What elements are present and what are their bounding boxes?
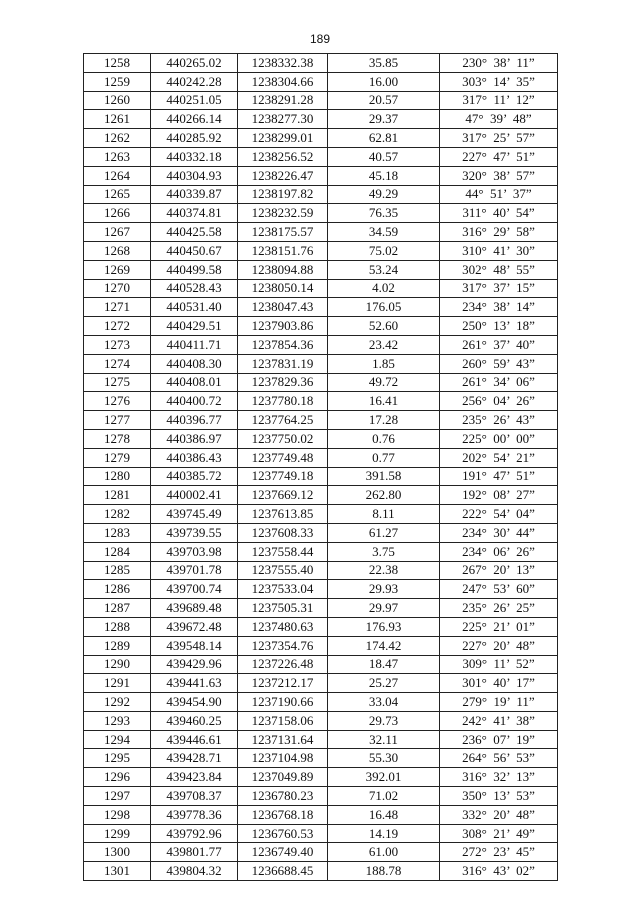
bearing-cell: 264° 56’ 53”	[440, 749, 558, 768]
y-coordinate-cell: 1238332.38	[238, 54, 328, 73]
distance-cell: 53.24	[328, 260, 440, 279]
bearing-cell: 260° 59’ 43”	[440, 354, 558, 373]
table-row	[84, 72, 558, 91]
table-row	[84, 693, 558, 712]
point-number-cell: 1274	[84, 354, 151, 373]
table-row	[84, 523, 558, 542]
point-number-cell: 1288	[84, 617, 151, 636]
page-number: 189	[309, 32, 331, 46]
point-number-cell: 1294	[84, 730, 151, 749]
bearing-cell: 234° 30’ 44”	[440, 523, 558, 542]
y-coordinate-cell: 1236688.45	[238, 862, 328, 881]
y-coordinate-cell: 1237158.06	[238, 711, 328, 730]
bearing-cell: 256° 04’ 26”	[440, 392, 558, 411]
table-row	[84, 730, 558, 749]
distance-cell: 62.81	[328, 129, 440, 148]
y-coordinate-cell: 1236760.53	[238, 824, 328, 843]
point-number-cell: 1262	[84, 129, 151, 148]
x-coordinate-cell: 439792.96	[151, 824, 238, 843]
x-coordinate-cell: 439804.32	[151, 862, 238, 881]
y-coordinate-cell: 1237354.76	[238, 636, 328, 655]
bearing-cell: 234° 38’ 14”	[440, 298, 558, 317]
table-row	[84, 674, 558, 693]
point-number-cell: 1284	[84, 542, 151, 561]
y-coordinate-cell: 1237533.04	[238, 580, 328, 599]
table-row	[84, 241, 558, 260]
x-coordinate-cell: 440304.93	[151, 166, 238, 185]
point-number-cell: 1260	[84, 91, 151, 110]
y-coordinate-cell: 1238050.14	[238, 279, 328, 298]
distance-cell: 16.48	[328, 805, 440, 824]
x-coordinate-cell: 440400.72	[151, 392, 238, 411]
table-row	[84, 505, 558, 524]
distance-cell: 71.02	[328, 787, 440, 806]
y-coordinate-cell: 1237190.66	[238, 693, 328, 712]
distance-cell: 29.97	[328, 599, 440, 618]
distance-cell: 61.00	[328, 843, 440, 862]
bearing-cell: 261° 37’ 40”	[440, 335, 558, 354]
x-coordinate-cell: 440499.58	[151, 260, 238, 279]
table-row	[84, 91, 558, 110]
y-coordinate-cell: 1238047.43	[238, 298, 328, 317]
bearing-cell: 250° 13’ 18”	[440, 317, 558, 336]
bearing-cell: 44° 51’ 37”	[440, 185, 558, 204]
bearing-cell: 242° 41’ 38”	[440, 711, 558, 730]
bearing-cell: 332° 20’ 48”	[440, 805, 558, 824]
x-coordinate-cell: 440429.51	[151, 317, 238, 336]
y-coordinate-cell: 1237764.25	[238, 411, 328, 430]
distance-cell: 34.59	[328, 223, 440, 242]
point-number-cell: 1266	[84, 204, 151, 223]
point-number-cell: 1298	[84, 805, 151, 824]
distance-cell: 188.78	[328, 862, 440, 881]
bearing-cell: 308° 21’ 49”	[440, 824, 558, 843]
table-row	[84, 392, 558, 411]
y-coordinate-cell: 1237831.19	[238, 354, 328, 373]
point-number-cell: 1273	[84, 335, 151, 354]
x-coordinate-cell: 440408.30	[151, 354, 238, 373]
x-coordinate-cell: 440285.92	[151, 129, 238, 148]
table-row	[84, 298, 558, 317]
distance-cell: 0.77	[328, 448, 440, 467]
table-row	[84, 467, 558, 486]
table-row	[84, 147, 558, 166]
bearing-cell: 303° 14’ 35”	[440, 72, 558, 91]
point-number-cell: 1272	[84, 317, 151, 336]
point-number-cell: 1268	[84, 241, 151, 260]
bearing-cell: 235° 26’ 25”	[440, 599, 558, 618]
distance-cell: 176.93	[328, 617, 440, 636]
distance-cell: 3.75	[328, 542, 440, 561]
x-coordinate-cell: 440339.87	[151, 185, 238, 204]
bearing-cell: 202° 54’ 21”	[440, 448, 558, 467]
point-number-cell: 1265	[84, 185, 151, 204]
point-number-cell: 1285	[84, 561, 151, 580]
y-coordinate-cell: 1237669.12	[238, 486, 328, 505]
bearing-cell: 227° 47’ 51”	[440, 147, 558, 166]
table-row	[84, 223, 558, 242]
table-row	[84, 561, 558, 580]
distance-cell: 22.38	[328, 561, 440, 580]
x-coordinate-cell: 440425.58	[151, 223, 238, 242]
y-coordinate-cell: 1238304.66	[238, 72, 328, 91]
y-coordinate-cell: 1237212.17	[238, 674, 328, 693]
point-number-cell: 1292	[84, 693, 151, 712]
x-coordinate-cell: 439548.14	[151, 636, 238, 655]
table-row	[84, 542, 558, 561]
x-coordinate-cell: 439428.71	[151, 749, 238, 768]
point-number-cell: 1276	[84, 392, 151, 411]
coordinates-table-body	[84, 54, 558, 881]
x-coordinate-cell: 440242.28	[151, 72, 238, 91]
bearing-cell: 234° 06’ 26”	[440, 542, 558, 561]
bearing-cell: 320° 38’ 57”	[440, 166, 558, 185]
x-coordinate-cell: 439745.49	[151, 505, 238, 524]
distance-cell: 29.37	[328, 110, 440, 129]
point-number-cell: 1280	[84, 467, 151, 486]
bearing-cell: 235° 26’ 43”	[440, 411, 558, 430]
point-number-cell: 1263	[84, 147, 151, 166]
point-number-cell: 1286	[84, 580, 151, 599]
x-coordinate-cell: 439700.74	[151, 580, 238, 599]
distance-cell: 33.04	[328, 693, 440, 712]
point-number-cell: 1287	[84, 599, 151, 618]
point-number-cell: 1264	[84, 166, 151, 185]
distance-cell: 0.76	[328, 429, 440, 448]
distance-cell: 35.85	[328, 54, 440, 73]
bearing-cell: 316° 32’ 13”	[440, 768, 558, 787]
x-coordinate-cell: 439429.96	[151, 655, 238, 674]
x-coordinate-cell: 440386.97	[151, 429, 238, 448]
distance-cell: 45.18	[328, 166, 440, 185]
point-number-cell: 1290	[84, 655, 151, 674]
bearing-cell: 225° 00’ 00”	[440, 429, 558, 448]
bearing-cell: 47° 39’ 48”	[440, 110, 558, 129]
table-row	[84, 749, 558, 768]
distance-cell: 18.47	[328, 655, 440, 674]
bearing-cell: 317° 25’ 57”	[440, 129, 558, 148]
y-coordinate-cell: 1238151.76	[238, 241, 328, 260]
x-coordinate-cell: 440374.81	[151, 204, 238, 223]
x-coordinate-cell: 440266.14	[151, 110, 238, 129]
y-coordinate-cell: 1238197.82	[238, 185, 328, 204]
x-coordinate-cell: 439441.63	[151, 674, 238, 693]
point-number-cell: 1258	[84, 54, 151, 73]
table-row	[84, 711, 558, 730]
y-coordinate-cell: 1237104.98	[238, 749, 328, 768]
point-number-cell: 1261	[84, 110, 151, 129]
table-row	[84, 335, 558, 354]
y-coordinate-cell: 1238226.47	[238, 166, 328, 185]
y-coordinate-cell: 1237613.85	[238, 505, 328, 524]
distance-cell: 25.27	[328, 674, 440, 693]
table-row	[84, 862, 558, 881]
bearing-cell: 317° 11’ 12”	[440, 91, 558, 110]
table-row	[84, 617, 558, 636]
table-row	[84, 843, 558, 862]
bearing-cell: 310° 41’ 30”	[440, 241, 558, 260]
y-coordinate-cell: 1236749.40	[238, 843, 328, 862]
table-row	[84, 110, 558, 129]
y-coordinate-cell: 1236780.23	[238, 787, 328, 806]
y-coordinate-cell: 1237558.44	[238, 542, 328, 561]
x-coordinate-cell: 439701.78	[151, 561, 238, 580]
bearing-cell: 309° 11’ 52”	[440, 655, 558, 674]
y-coordinate-cell: 1238175.57	[238, 223, 328, 242]
y-coordinate-cell: 1237780.18	[238, 392, 328, 411]
bearing-cell: 279° 19’ 11”	[440, 693, 558, 712]
distance-cell: 4.02	[328, 279, 440, 298]
bearing-cell: 247° 53’ 60”	[440, 580, 558, 599]
x-coordinate-cell: 439689.48	[151, 599, 238, 618]
distance-cell: 52.60	[328, 317, 440, 336]
x-coordinate-cell: 440450.67	[151, 241, 238, 260]
point-number-cell: 1282	[84, 505, 151, 524]
bearing-cell: 191° 47’ 51”	[440, 467, 558, 486]
x-coordinate-cell: 440251.05	[151, 91, 238, 110]
table-row	[84, 54, 558, 73]
y-coordinate-cell: 1238256.52	[238, 147, 328, 166]
distance-cell: 174.42	[328, 636, 440, 655]
table-row	[84, 166, 558, 185]
bearing-cell: 227° 20’ 48”	[440, 636, 558, 655]
distance-cell: 391.58	[328, 467, 440, 486]
bearing-cell: 272° 23’ 45”	[440, 843, 558, 862]
y-coordinate-cell: 1237480.63	[238, 617, 328, 636]
table-row	[84, 317, 558, 336]
y-coordinate-cell: 1237829.36	[238, 373, 328, 392]
point-number-cell: 1301	[84, 862, 151, 881]
x-coordinate-cell: 439446.61	[151, 730, 238, 749]
distance-cell: 55.30	[328, 749, 440, 768]
distance-cell: 32.11	[328, 730, 440, 749]
x-coordinate-cell: 439423.84	[151, 768, 238, 787]
distance-cell: 16.00	[328, 72, 440, 91]
table-row	[84, 185, 558, 204]
distance-cell: 23.42	[328, 335, 440, 354]
table-row	[84, 599, 558, 618]
y-coordinate-cell: 1237555.40	[238, 561, 328, 580]
x-coordinate-cell: 440386.43	[151, 448, 238, 467]
y-coordinate-cell: 1236768.18	[238, 805, 328, 824]
table-row	[84, 129, 558, 148]
point-number-cell: 1300	[84, 843, 151, 862]
distance-cell: 14.19	[328, 824, 440, 843]
y-coordinate-cell: 1237049.89	[238, 768, 328, 787]
bearing-cell: 316° 29’ 58”	[440, 223, 558, 242]
distance-cell: 49.29	[328, 185, 440, 204]
distance-cell: 76.35	[328, 204, 440, 223]
point-number-cell: 1296	[84, 768, 151, 787]
point-number-cell: 1289	[84, 636, 151, 655]
distance-cell: 49.72	[328, 373, 440, 392]
y-coordinate-cell: 1237608.33	[238, 523, 328, 542]
x-coordinate-cell: 439454.90	[151, 693, 238, 712]
point-number-cell: 1295	[84, 749, 151, 768]
table-row	[84, 824, 558, 843]
x-coordinate-cell: 440528.43	[151, 279, 238, 298]
distance-cell: 17.28	[328, 411, 440, 430]
x-coordinate-cell: 440531.40	[151, 298, 238, 317]
distance-cell: 29.73	[328, 711, 440, 730]
bearing-cell: 225° 21’ 01”	[440, 617, 558, 636]
y-coordinate-cell: 1237903.86	[238, 317, 328, 336]
bearing-cell: 311° 40’ 54”	[440, 204, 558, 223]
y-coordinate-cell: 1237505.31	[238, 599, 328, 618]
x-coordinate-cell: 440408.01	[151, 373, 238, 392]
table-row	[84, 279, 558, 298]
distance-cell: 176.05	[328, 298, 440, 317]
table-row	[84, 787, 558, 806]
x-coordinate-cell: 440385.72	[151, 467, 238, 486]
bearing-cell: 301° 40’ 17”	[440, 674, 558, 693]
point-number-cell: 1297	[84, 787, 151, 806]
y-coordinate-cell: 1238277.30	[238, 110, 328, 129]
distance-cell: 262.80	[328, 486, 440, 505]
table-row	[84, 768, 558, 787]
point-number-cell: 1293	[84, 711, 151, 730]
y-coordinate-cell: 1238094.88	[238, 260, 328, 279]
point-number-cell: 1279	[84, 448, 151, 467]
bearing-cell: 222° 54’ 04”	[440, 505, 558, 524]
bearing-cell: 316° 43’ 02”	[440, 862, 558, 881]
x-coordinate-cell: 439708.37	[151, 787, 238, 806]
point-number-cell: 1281	[84, 486, 151, 505]
x-coordinate-cell: 440265.02	[151, 54, 238, 73]
x-coordinate-cell: 439703.98	[151, 542, 238, 561]
y-coordinate-cell: 1237226.48	[238, 655, 328, 674]
y-coordinate-cell: 1238299.01	[238, 129, 328, 148]
distance-cell: 61.27	[328, 523, 440, 542]
table-row	[84, 486, 558, 505]
point-number-cell: 1283	[84, 523, 151, 542]
point-number-cell: 1275	[84, 373, 151, 392]
distance-cell: 16.41	[328, 392, 440, 411]
distance-cell: 8.11	[328, 505, 440, 524]
table-row	[84, 204, 558, 223]
table-row	[84, 429, 558, 448]
y-coordinate-cell: 1237749.48	[238, 448, 328, 467]
point-number-cell: 1271	[84, 298, 151, 317]
bearing-cell: 236° 07’ 19”	[440, 730, 558, 749]
x-coordinate-cell: 439778.36	[151, 805, 238, 824]
bearing-cell: 350° 13’ 53”	[440, 787, 558, 806]
point-number-cell: 1270	[84, 279, 151, 298]
x-coordinate-cell: 440332.18	[151, 147, 238, 166]
table-row	[84, 448, 558, 467]
y-coordinate-cell: 1238232.59	[238, 204, 328, 223]
distance-cell: 29.93	[328, 580, 440, 599]
x-coordinate-cell: 439739.55	[151, 523, 238, 542]
bearing-cell: 267° 20’ 13”	[440, 561, 558, 580]
y-coordinate-cell: 1237750.02	[238, 429, 328, 448]
y-coordinate-cell: 1237749.18	[238, 467, 328, 486]
distance-cell: 75.02	[328, 241, 440, 260]
point-number-cell: 1259	[84, 72, 151, 91]
distance-cell: 20.57	[328, 91, 440, 110]
table-row	[84, 411, 558, 430]
point-number-cell: 1269	[84, 260, 151, 279]
y-coordinate-cell: 1238291.28	[238, 91, 328, 110]
point-number-cell: 1299	[84, 824, 151, 843]
x-coordinate-cell: 439801.77	[151, 843, 238, 862]
y-coordinate-cell: 1237131.64	[238, 730, 328, 749]
table-row	[84, 373, 558, 392]
table-row	[84, 636, 558, 655]
table-row	[84, 805, 558, 824]
table-row	[84, 354, 558, 373]
bearing-cell: 230° 38’ 11”	[440, 54, 558, 73]
x-coordinate-cell: 439672.48	[151, 617, 238, 636]
bearing-cell: 261° 34’ 06”	[440, 373, 558, 392]
coordinates-table	[83, 53, 558, 881]
table-row	[84, 260, 558, 279]
bearing-cell: 317° 37’ 15”	[440, 279, 558, 298]
distance-cell: 1.85	[328, 354, 440, 373]
table-row	[84, 580, 558, 599]
distance-cell: 40.57	[328, 147, 440, 166]
bearing-cell: 302° 48’ 55”	[440, 260, 558, 279]
point-number-cell: 1291	[84, 674, 151, 693]
distance-cell: 392.01	[328, 768, 440, 787]
x-coordinate-cell: 440396.77	[151, 411, 238, 430]
bearing-cell: 192° 08’ 27”	[440, 486, 558, 505]
y-coordinate-cell: 1237854.36	[238, 335, 328, 354]
x-coordinate-cell: 440002.41	[151, 486, 238, 505]
point-number-cell: 1267	[84, 223, 151, 242]
x-coordinate-cell: 440411.71	[151, 335, 238, 354]
x-coordinate-cell: 439460.25	[151, 711, 238, 730]
point-number-cell: 1278	[84, 429, 151, 448]
table-row	[84, 655, 558, 674]
point-number-cell: 1277	[84, 411, 151, 430]
